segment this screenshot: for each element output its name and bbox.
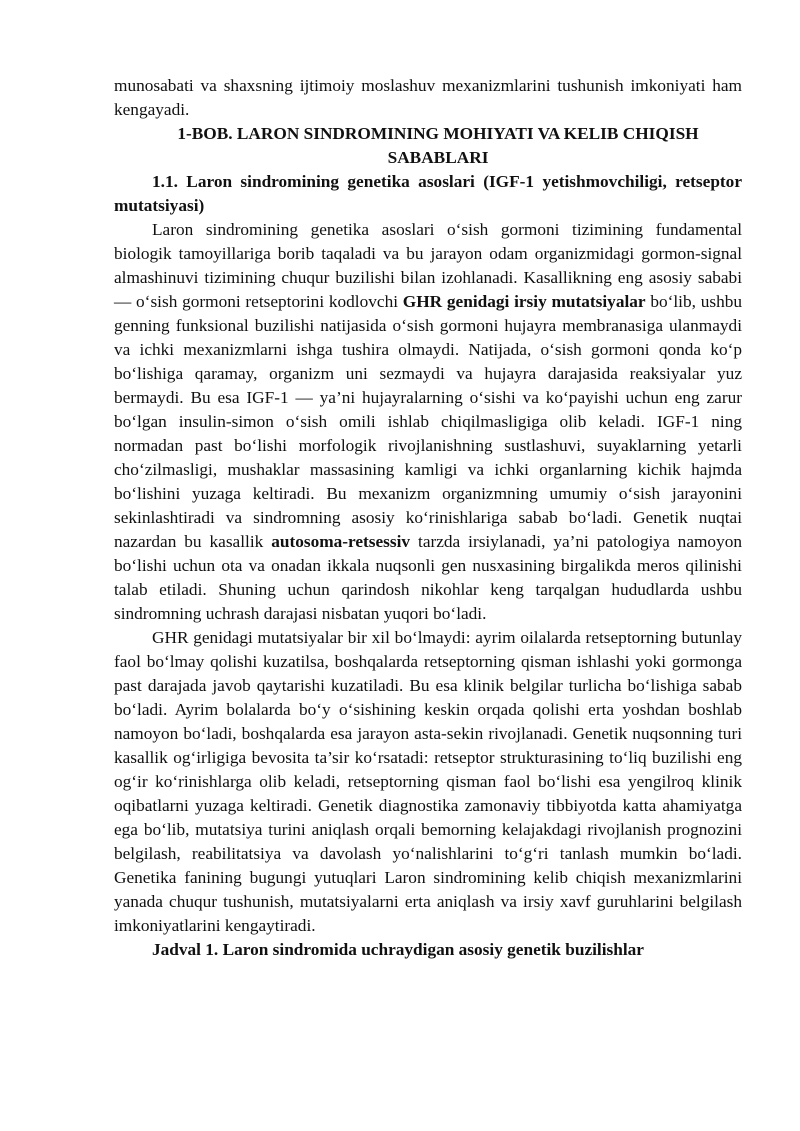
chapter-heading: 1-BOB. LARON SINDROMINING MOHIYATI VA KELIB CHIQISH SABABLARI [177, 124, 699, 167]
body-paragraph-mutations: GHR genidagi mutatsiyalar bir xil bo‘lmaydi: ayrim oilalarda retseptorning butunlay faol bo‘lmay qolishi kuzatilsa, boshqalarda retseptorning qisman ishlashi yoki gormonga past darajada javob qaytarishi kuzatiladi. Bu esa klinik belgilar turlicha bo‘lishiga sabab bo‘ladi. Ayrim bolalarda bo‘y o‘sishining keskin orqada qolishi erta yoshdan boshlab namoyon bo‘ladi, boshqalarda esa jarayon asta-sekin rivojlanadi. Genetik nuqsonning turi kasallik og‘irligiga bevosita ta’sir ko‘rsatadi: retseptor strukturasining to‘liq buzilishi eng og‘ir ko‘rinishlarga olib keladi, retseptorning qisman faol bo‘lishi esa yengilroq klinik oqibatlarni yuzaga keltiradi. Genetik diagnostika zamonaviy tibbiyotda katta ahamiyatga ega bo‘lib, mutatsiya turini aniqlash orqali bemorning kelajakdagi rivojlanish prognozini belgilash, reabilitatsiya va davolash yo‘nalishlarini to‘g‘ri tanlash mumkin bo‘ladi. Genetika fanining bugungi yutuqlari Laron sindromining kelib chiqish mexanizmlarini yanada chuqur tushunish, mutatsiyalarni erta aniqlash va irsiy xavf guruhlarini belgilash imkoniyatlarini kengaytiradi. [114, 628, 742, 935]
document-page [114, 74, 742, 962]
paragraph-text: tarzda irsiylanadi, ya’ni patologiya namoyon bo‘lishi uchun ota va onadan ikkala nuqsonli gen nusxasining birgalikda meros qilinishi talab etiladi. Shuning uchun qarindosh nikohlar keng tarqalgan hududlarda ushbu sindromning uchrash darajasi nisbatan yuqori bo‘ladi. [114, 532, 742, 623]
emphasis-autosomal-recessive: autosoma-retsessiv [271, 532, 411, 551]
emphasis-ghr-mutations: GHR genidagi irsiy mutatsiyalar [402, 292, 646, 311]
table-caption: Jadval 1. Laron sindromida uchraydigan asosiy genetik buzilishlar [152, 940, 644, 959]
intro-continuation-paragraph: munosabati va shaxsning ijtimoiy moslashuv mexanizmlarini tushunish imkoniyati ham kengayadi. [114, 76, 742, 119]
body-paragraph-genetics [114, 218, 742, 626]
section-heading: 1.1. Laron sindromining genetika asoslari (IGF-1 yetishmovchiligi, retseptor mutatsiyasi) [114, 172, 742, 215]
paragraph-text: bo‘lib, ushbu genning funksional buzilishi natijasida o‘sish gormoni hujayra membranasiga ulanmaydi va ichki mexanizmlarni ishga tushira olmaydi. Natijada, o‘sish gormoni qonda ko‘p bo‘lishiga qaramay, organizm uni sezmaydi va hujayra darajasida reaksiyalar yuz bermaydi. Bu esa IGF-1 — ya’ni hujayralarning o‘sishi va ko‘payishi uchun eng zarur bo‘lgan insulin-simon o‘sish omili ishlab chiqilmasligiga olib keladi. IGF-1 ning normadan past bo‘lishi morfologik rivojlanishning sustlashuvi, suyaklarning yetarli cho‘zilmasligi, mushaklar massasining kamligi va ichki organlarning kichik hajmda bo‘lishini yuzaga keltiradi. Bu mexanizm organizmning umumiy o‘sish jarayonini sekinlashtiradi va sindromning asosiy ko‘rinishlariga sabab bo‘ladi. Genetik nuqtai nazardan bu kasallik [114, 292, 742, 551]
paragraph-text: Laron sindromining genetika asoslari o‘sish gormoni tizimining fundamental biologik tamoyillariga borib taqaladi va bu jarayon odam organizmidagi gormon-signal almashinuvi tizimining chuqur buzilishi bilan izohlanadi. Kasallikning eng asosiy sababi — o‘sish gormoni retseptorini kodlovchi [114, 220, 742, 311]
